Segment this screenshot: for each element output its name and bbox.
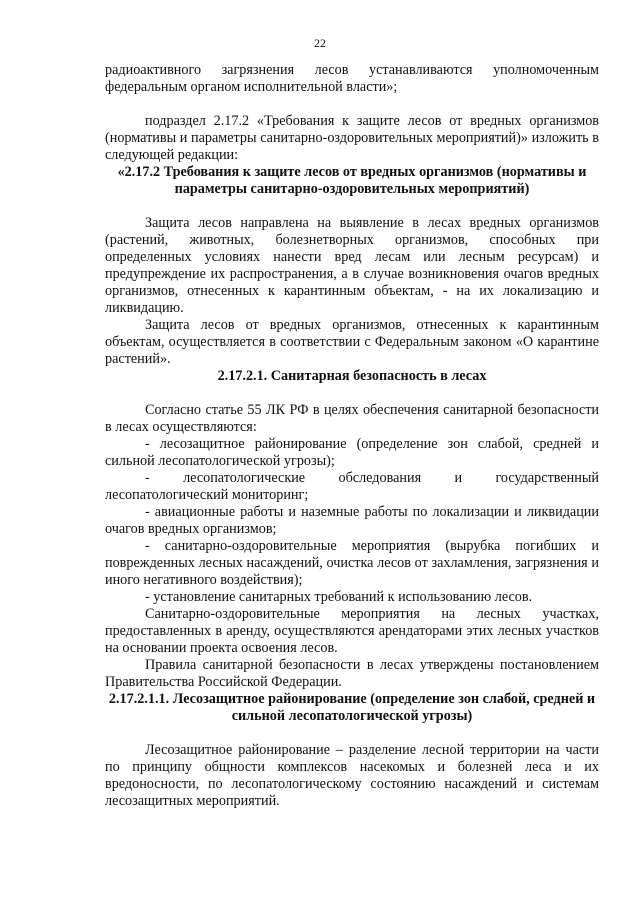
paragraph-article-55: Согласно статье 55 ЛК РФ в целях обеспечения санитарной безопасности в лесах осуществляются: [105,402,599,435]
list-item: - лесозащитное районирование (определение зон слабой, средней и сильной лесопатологической угрозы); [105,436,599,469]
paragraph-forest-protection: Защита лесов направлена на выявление в лесах вредных организмов (растений, животных, болезнетворных организмов, способных при определенных условиях нанести вред лесам или лесным ресурсам) и предупреждение их распространения, а в случае возникновения очагов вредных организмов, отнесенных к карантинным объектам, - на их локализацию и ликвидацию. [105,215,599,316]
document-body [105,62,599,810]
paragraph-quarantine: Защита лесов от вредных организмов, отнесенных к карантинным объектам, осуществляется в соответствии с Федеральным законом «О карантине растений». [105,317,599,367]
paragraph-amendment: подраздел 2.17.2 «Требования к защите лесов от вредных организмов (нормативы и параметры санитарно-оздоровительных мероприятий)» изложить в следующей редакции: [105,113,599,163]
list-item: - установление санитарных требований к использованию лесов. [145,589,533,605]
paragraph-continuation: радиоактивного загрязнения лесов устанавливаются уполномоченным федеральным органом исполнительной власти»; [105,62,599,95]
paragraph-rules: Правила санитарной безопасности в лесах утверждены постановлением Правительства Российской Федерации. [105,657,599,690]
section-heading-2-17-2: «2.17.2 Требования к защите лесов от вредных организмов (нормативы и параметры санитарно-оздоровительных мероприятий) [117,164,587,197]
paragraph-zoning-definition: Лесозащитное районирование – разделение лесной территории на части по принципу общности комплексов насекомых и болезней леса и их вредоносности, по лесопатологическому состоянию насаждений и системам лесозащитных мероприятий. [105,742,599,809]
list-item: - санитарно-оздоровительные мероприятия (вырубка погибших и поврежденных лесных насаждений, очистка лесов от захламления, загрязнения и иного негативного воздействия); [105,538,599,588]
section-heading-2-17-2-1: 2.17.2.1. Санитарная безопасность в лесах [217,368,487,384]
section-heading-2-17-2-1-1: 2.17.2.1.1. Лесозащитное районирование (определение зон слабой, средней и сильной лесопатологической угрозы) [108,691,596,724]
page-number: 22 [314,36,326,50]
paragraph-lease-measures: Санитарно-оздоровительные мероприятия на лесных участках, предоставленных в аренду, осуществляются арендаторами этих лесных участков на основании проекта освоения лесов. [105,606,599,656]
list-item: - лесопатологические обследования и государственный лесопатологический мониторинг; [105,470,599,503]
list-item: - авиационные работы и наземные работы по локализации и ликвидации очагов вредных организмов; [105,504,599,537]
